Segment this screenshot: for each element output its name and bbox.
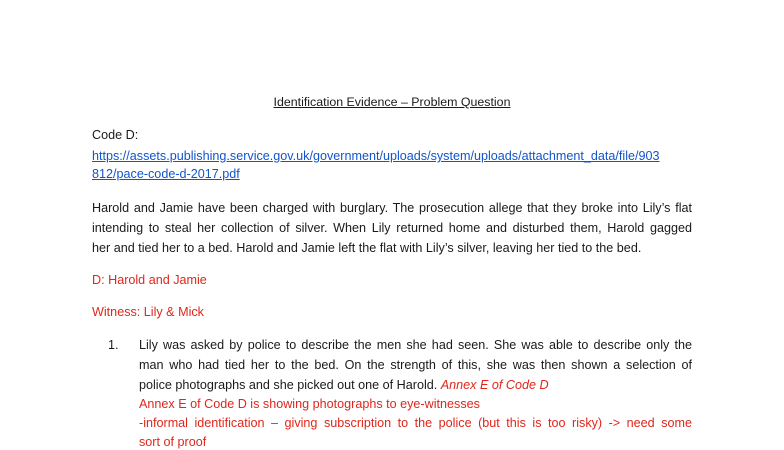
item1-line-1: Lily was asked by police to describe the men she had seen. She was able to describe only the — [139, 338, 692, 352]
item1-line-3-text: police photographs and she picked out one of Harold. — [139, 378, 438, 392]
list-item-number: 1. — [108, 338, 119, 352]
document-title: Identification Evidence – Problem Question — [273, 95, 511, 109]
code-d-link-line-1[interactable]: https://assets.publishing.service.gov.uk/government/uploads/system/uploads/attachment_data/file/903 — [92, 149, 660, 163]
item1-line-3 — [139, 377, 549, 393]
item1-line-2: man who had tied her to the bed. On the strength of this, she was then shown a selection of — [139, 358, 692, 372]
defendants-note: D: Harold and Jamie — [92, 273, 207, 287]
facts-paragraph-line-1: Harold and Jamie have been charged with burglary. The prosecution allege that they broke into Lily’s flat — [92, 201, 692, 215]
code-d-link-line-2[interactable]: 812/pace-code-d-2017.pdf — [92, 167, 240, 181]
facts-paragraph-line-2: intending to steal her collection of silver. When Lily returned home and disturbed them, Harold gagged — [92, 221, 692, 235]
facts-paragraph-line-3: her and tied her to a bed. Harold and Jamie left the flat with Lily’s silver, leaving her tied to the bed. — [92, 241, 642, 255]
witness-note: Witness: Lily & Mick — [92, 305, 204, 319]
item1-line-6: sort of proof — [139, 435, 207, 449]
item1-line-4: Annex E of Code D is showing photographs to eye-witnesses — [139, 397, 480, 411]
item1-line-5: -informal identification – giving subscription to the police (but this is too risky) -> need some — [139, 416, 692, 430]
code-label: Code D: — [92, 128, 139, 142]
annex-e-note: Annex E of Code D — [440, 378, 549, 392]
